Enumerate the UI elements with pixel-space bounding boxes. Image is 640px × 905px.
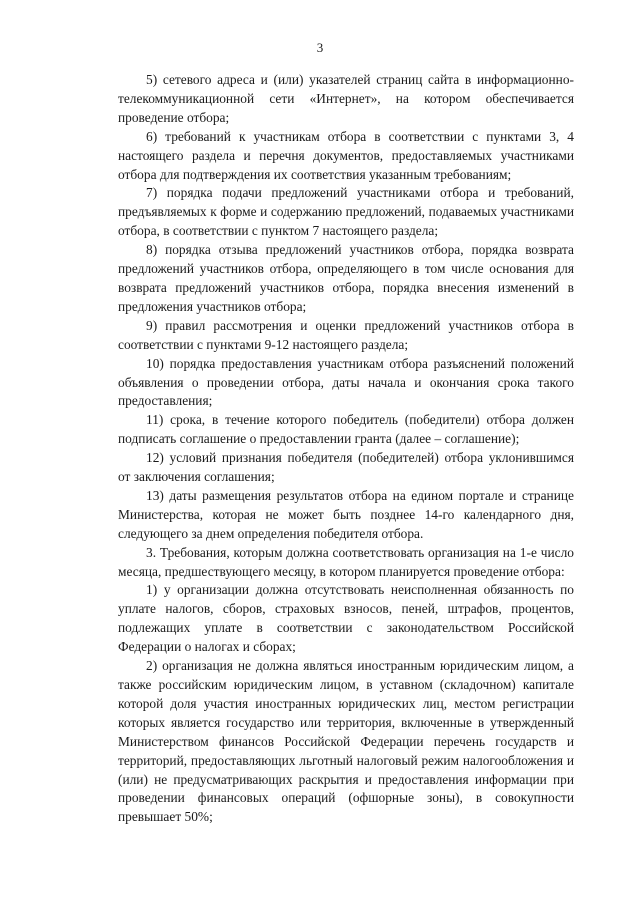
- requirement-1-no-tax-debt: 1) у организации должна отсутствовать неисполненная обязанность по уплате налогов, сборов, страховых взносов, пеней, штрафов, процентов, подлежащих уплате в соответствии с законодательством Российской Федерации о налогах и сборах;: [118, 582, 574, 655]
- list-item-6-participant-requirements: 6) требований к участникам отбора в соответствии с пунктами 3, 4 настоящего раздела и перечня документов, предоставляемых участниками отбора для подтверждения их соответствия указанным требованиям;: [118, 128, 574, 182]
- list-item-9-evaluation-rules: 9) правил рассмотрения и оценки предложений участников отбора в соответствии с пунктами 9-12 настоящего раздела;: [118, 317, 574, 352]
- list-item-7-submission-procedure: 7) порядка подачи предложений участниками отбора и требований, предъявляемых к форме и содержанию предложений, подаваемых участниками отбора, в соответствии с пунктом 7 настоящего раздела;: [118, 185, 574, 239]
- document-body: [118, 71, 574, 827]
- list-item-8-withdrawal-procedure: 8) порядка отзыва предложений участников отбора, порядка возврата предложений участников отбора, определяющего в том числе основания для возврата предложений участников отбора, порядка внесения изменений в предложения участников отбора;: [118, 242, 574, 314]
- page-number: 3: [316, 40, 324, 55]
- list-item-5-website-address: 5) сетевого адреса и (или) указателей страниц сайта в информационно-телекоммуникационной сети «Интернет», на котором обеспечивается проведение отбора;: [118, 72, 574, 125]
- list-item-12-evasion-conditions: 12) условий признания победителя (победителей) отбора уклонившимся от заключения соглашения;: [118, 450, 574, 485]
- list-item-11-signing-deadline: 11) срока, в течение которого победитель (победители) отбора должен подписать соглашение о предоставлении гранта (далее – соглашение);: [118, 412, 574, 447]
- list-item-13-results-publication: 13) даты размещения результатов отбора на едином портале и странице Министерства, которая не может быть позднее 14-го календарного дня, следующего за днем определения победителя отбора.: [118, 487, 574, 541]
- section-3-requirements: 3. Требования, которым должна соответствовать организация на 1-е число месяца, предшествующего месяцу, в котором планируется проведение отбора:: [118, 544, 574, 579]
- requirement-2-not-foreign-entity: 2) организация не должна являться иностранным юридическим лицом, а также российским юридическим лицом, в уставном (складочном) капитале которой доля участия иностранных юридических лиц, местом регистрации которых является государство или территория, включенные в утвержденный Министерством финансов Российской Федерации перечень государств и территорий, предоставляющих льготный налоговый режим налогообложения и (или) не предусматривающих раскрытия и предоставления информации при проведении финансовых операций (офшорные зоны), в совокупности превышает 50%;: [118, 658, 574, 825]
- list-item-10-clarification-procedure: 10) порядка предоставления участникам отбора разъяснений положений объявления о проведении отбора, даты начала и окончания срока такого предоставления;: [118, 355, 574, 409]
